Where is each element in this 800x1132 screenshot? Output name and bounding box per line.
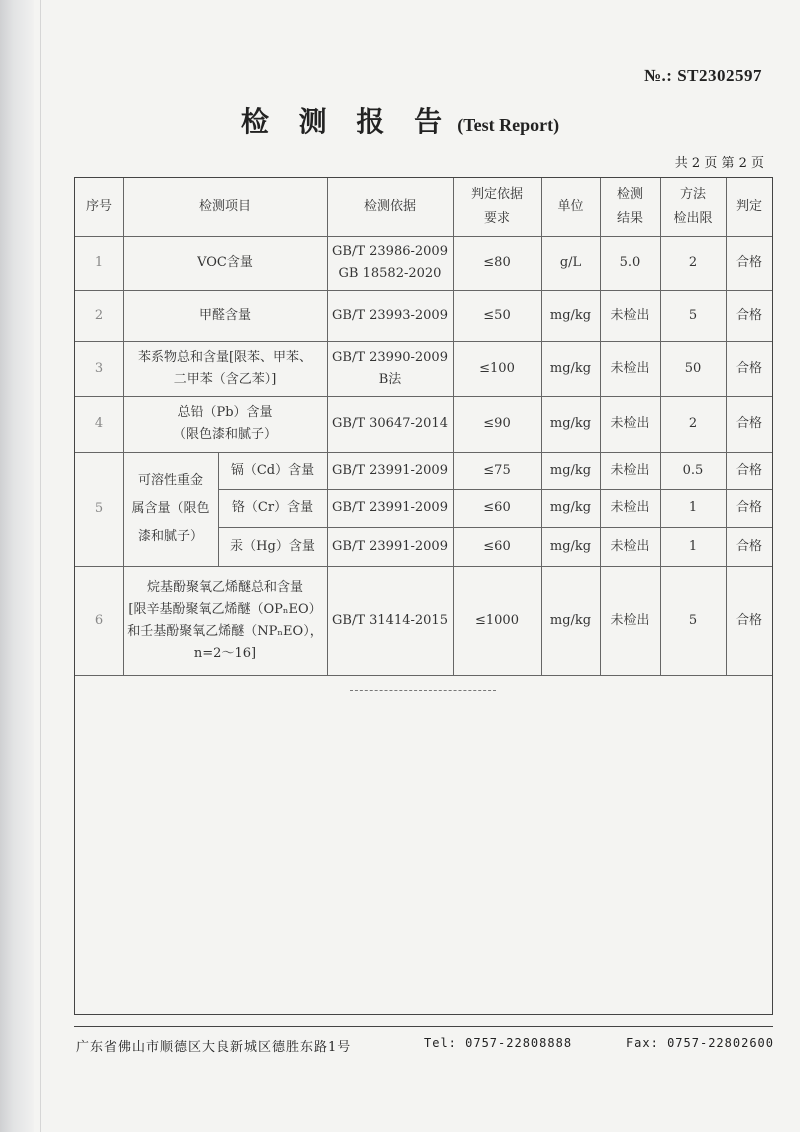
row5b-limit: 1 bbox=[688, 500, 698, 515]
row6-requirement: ≤1000 bbox=[475, 612, 519, 628]
row6-basis: GB/T 31414-2015 bbox=[332, 612, 448, 628]
header-result bbox=[600, 178, 660, 236]
row5b-basis: GB/T 23991-2009 bbox=[332, 500, 448, 515]
row5c-item: 汞（Hg）含量 bbox=[230, 538, 315, 554]
row5a-verdict: 合格 bbox=[735, 462, 762, 478]
header-unit: 单位 bbox=[557, 199, 584, 214]
row4-item bbox=[123, 396, 327, 452]
row5a-item: 镉（Cd）含量 bbox=[230, 462, 315, 478]
row4-item-line1: 总铅（Pb）含量 bbox=[177, 405, 273, 420]
row5c-basis: GB/T 23991-2009 bbox=[332, 538, 448, 554]
footer-fax: Fax: 0757-22802600 bbox=[625, 1036, 774, 1050]
row4-item-line2: （限色漆和腻子） bbox=[172, 427, 277, 442]
row3-limit: 50 bbox=[684, 360, 702, 376]
row3-basis-line2: B法 bbox=[378, 371, 402, 387]
header-requirement-line2: 要求 bbox=[483, 211, 510, 226]
row5-group-label bbox=[123, 452, 218, 566]
row1-item: VOC含量 bbox=[197, 255, 253, 270]
footer-divider bbox=[74, 1026, 773, 1027]
end-of-table-mark bbox=[350, 690, 496, 691]
row5c-limit: 1 bbox=[688, 538, 698, 554]
row1-seq: 1 bbox=[94, 255, 104, 270]
header-requirement bbox=[453, 178, 541, 236]
row3-result: 未检出 bbox=[610, 360, 650, 376]
row6-item-line1: 烷基酚聚氧乙烯醚总和含量 bbox=[146, 579, 303, 595]
header-result-line1: 检测 bbox=[616, 187, 643, 202]
row2-unit: mg/kg bbox=[549, 307, 592, 323]
row5-group-line1: 可溶性重金 bbox=[137, 473, 203, 488]
row5-group-line3: 漆和腻子） bbox=[137, 529, 203, 544]
page-indicator: 共 2 页 第 2 页 bbox=[674, 156, 764, 171]
row6-seq: 6 bbox=[94, 612, 104, 628]
row6-limit: 5 bbox=[688, 612, 698, 628]
row5a-result: 未检出 bbox=[610, 462, 650, 478]
row5b-item: 铬（Cr）含量 bbox=[231, 500, 314, 515]
header-result-line2: 结果 bbox=[616, 211, 643, 226]
row4-verdict: 合格 bbox=[735, 416, 762, 431]
row6-item bbox=[123, 566, 327, 675]
row6-item-line2: [限辛基酚聚氧乙烯醚（OPₙEO） bbox=[128, 601, 322, 617]
row2-item: 甲醛含量 bbox=[198, 307, 251, 323]
row4-seq: 4 bbox=[94, 416, 104, 431]
title-chinese: 检 测 报 告 bbox=[240, 105, 453, 138]
row2-limit: 5 bbox=[688, 307, 698, 323]
row1-basis bbox=[327, 236, 453, 290]
row-divider bbox=[75, 675, 772, 676]
row2-requirement: ≤50 bbox=[483, 307, 511, 323]
binding-edge bbox=[40, 0, 41, 1132]
row1-basis-line2: GB 18582-2020 bbox=[338, 266, 442, 281]
row3-requirement: ≤100 bbox=[479, 360, 515, 376]
row3-basis bbox=[327, 341, 453, 396]
row3-verdict: 合格 bbox=[735, 360, 762, 376]
header-verdict: 判定 bbox=[735, 199, 762, 214]
row1-limit: 2 bbox=[688, 255, 698, 270]
header-basis: 检测依据 bbox=[363, 199, 416, 214]
page-title bbox=[0, 100, 800, 140]
row5a-basis: GB/T 23991-2009 bbox=[332, 462, 448, 478]
row5b-result: 未检出 bbox=[610, 500, 650, 515]
row5a-requirement: ≤75 bbox=[483, 462, 511, 478]
binding-shadow bbox=[0, 0, 34, 1132]
row5b-requirement: ≤60 bbox=[483, 500, 511, 515]
test-results-table bbox=[74, 177, 773, 1015]
row6-item-line4: n=2～16] bbox=[193, 645, 257, 661]
row3-item bbox=[123, 341, 327, 396]
row5-group-line2: 属含量（限色 bbox=[131, 501, 210, 516]
row1-unit: g/L bbox=[559, 255, 582, 270]
row1-basis-line1: GB/T 23986-2009 bbox=[332, 244, 448, 259]
row5b-unit: mg/kg bbox=[549, 500, 592, 515]
header-detection-limit bbox=[660, 178, 726, 236]
row4-basis: GB/T 30647-2014 bbox=[332, 416, 448, 431]
footer-address: 广东省佛山市顺德区大良新城区德胜东路1号 bbox=[76, 1040, 352, 1055]
row3-item-line1: 苯系物总和含量[限苯、甲苯、 bbox=[137, 349, 313, 365]
row5a-unit: mg/kg bbox=[549, 462, 592, 478]
row3-basis-line1: GB/T 23990-2009 bbox=[332, 349, 448, 365]
row5b-verdict: 合格 bbox=[735, 500, 762, 515]
row5c-unit: mg/kg bbox=[549, 538, 592, 554]
row2-seq: 2 bbox=[94, 307, 104, 323]
row1-requirement: ≤80 bbox=[483, 255, 511, 270]
row4-unit: mg/kg bbox=[549, 416, 592, 431]
row2-result: 未检出 bbox=[610, 307, 650, 323]
title-english: (Test Report) bbox=[457, 115, 560, 135]
row4-limit: 2 bbox=[688, 416, 698, 431]
row6-unit: mg/kg bbox=[549, 612, 592, 628]
row5a-limit: 0.5 bbox=[682, 462, 704, 478]
row1-verdict: 合格 bbox=[735, 255, 762, 270]
row2-basis: GB/T 23993-2009 bbox=[332, 307, 448, 323]
header-item: 检测项目 bbox=[198, 199, 251, 214]
header-limit-line1: 方法 bbox=[679, 187, 706, 202]
row3-unit: mg/kg bbox=[549, 360, 592, 376]
header-seq: 序号 bbox=[85, 199, 112, 214]
row4-result: 未检出 bbox=[610, 416, 650, 431]
row3-item-line2: 二甲苯（含乙苯）] bbox=[173, 371, 277, 387]
row6-result: 未检出 bbox=[610, 612, 650, 628]
report-number: №.: ST2302597 bbox=[643, 66, 762, 85]
row5-seq: 5 bbox=[94, 501, 104, 516]
row1-result: 5.0 bbox=[619, 255, 641, 270]
row5c-verdict: 合格 bbox=[735, 538, 762, 554]
footer-telephone: Tel: 0757-22808888 bbox=[424, 1036, 573, 1050]
row5c-requirement: ≤60 bbox=[483, 538, 511, 554]
row6-verdict: 合格 bbox=[735, 612, 762, 628]
header-requirement-line1: 判定依据 bbox=[470, 187, 523, 202]
header-limit-line2: 检出限 bbox=[673, 211, 713, 226]
row6-item-line3: 和壬基酚聚氧乙烯醚（NPₙEO）， bbox=[127, 623, 323, 639]
row5c-result: 未检出 bbox=[610, 538, 650, 554]
row3-seq: 3 bbox=[94, 360, 104, 376]
row4-requirement: ≤90 bbox=[483, 416, 511, 431]
row2-verdict: 合格 bbox=[735, 307, 762, 323]
